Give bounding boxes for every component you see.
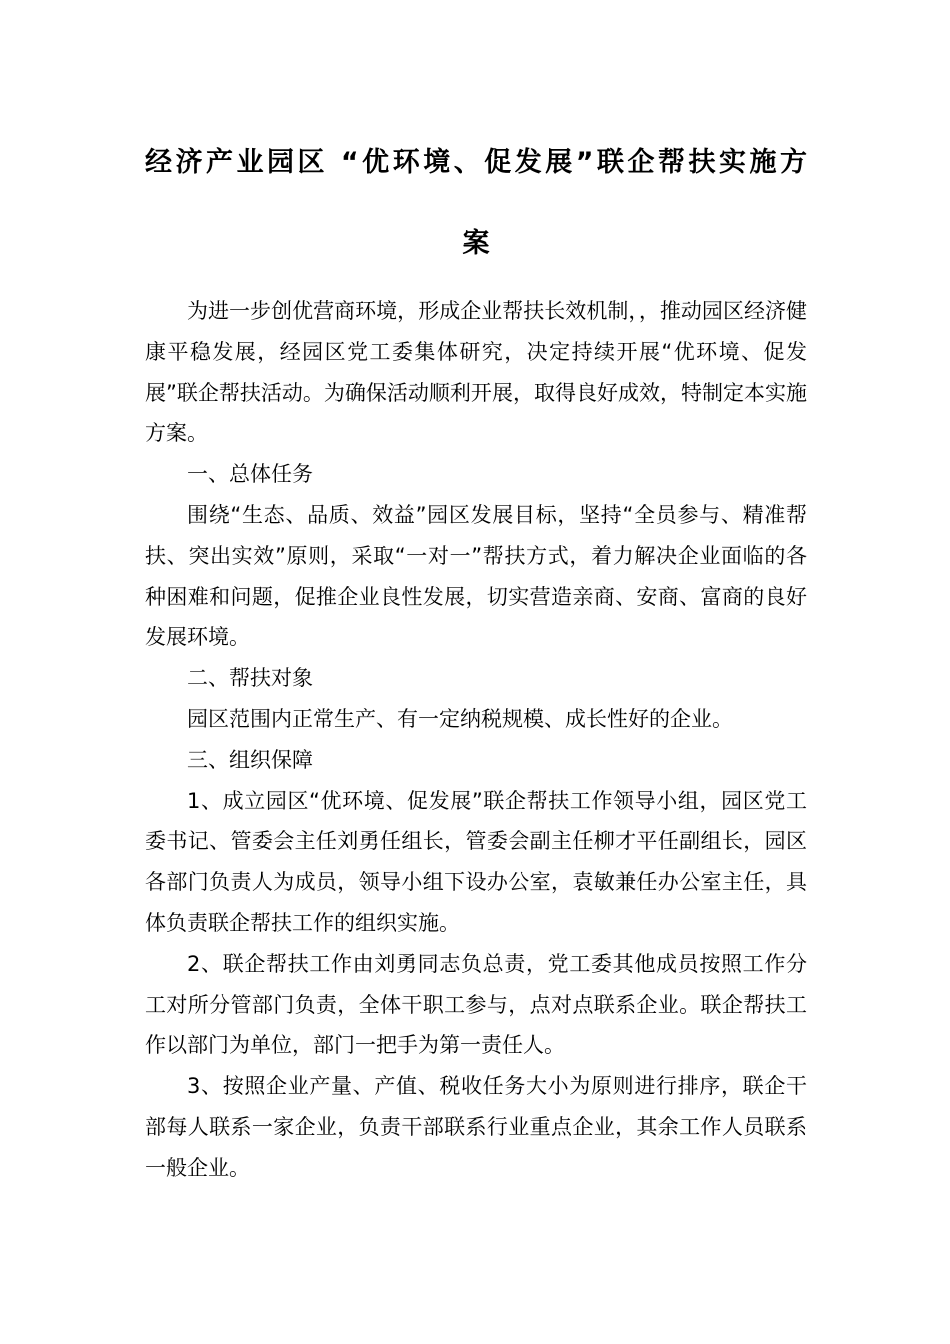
section-heading-assistance-targets: 二、帮扶对象 [187, 666, 313, 691]
document-body [145, 291, 807, 1189]
organization-item-1: 1、成立园区“优环境、促发展”联企帮扶工作领导小组，园区党工委书记、管委会主任刘勇任组长，管委会副主任柳才平任副组长，园区各部门负责人为成员，领导小组下设办公室，袁敏兼任办公室主任，具体负责联企帮扶工作的组织实施。 [145, 788, 807, 935]
document-title-line-1: 经济产业园区 “优环境、促发展”联企帮扶实施方 [145, 147, 807, 178]
section-heading-organization: 三、组织保障 [187, 747, 313, 772]
section-heading-overall-task: 一、总体任务 [187, 462, 313, 487]
overall-task-paragraph: 围绕“生态、品质、效益”园区发展目标，坚持“全员参与、精准帮扶、突出实效”原则，采取“一对一”帮扶方式，着力解决企业面临的各种困难和问题，促推企业良性发展，切实营造亲商、安商、富商的良好发展环境。 [145, 502, 807, 650]
document-title-line-2: 案 [462, 228, 490, 259]
organization-item-3: 3、按照企业产量、产值、税收任务大小为原则进行排序，联企干部每人联系一家企业，负责干部联系行业重点企业，其余工作人员联系一般企业。 [145, 1074, 807, 1180]
organization-item-2: 2、联企帮扶工作由刘勇同志负总责，党工委其他成员按照工作分工对所分管部门负责，全体干职工参与，点对点联系企业。联企帮扶工作以部门为单位，部门一把手为第一责任人。 [145, 951, 807, 1058]
intro-paragraph: 为进一步创优营商环境，形成企业帮扶长效机制，，推动园区经济健康平稳发展，经园区党工委集体研究，决定持续开展“优环境、促发展”联企帮扶活动。为确保活动顺利开展，取得良好成效，特制定本实施方案。 [145, 299, 807, 446]
assistance-targets-paragraph: 园区范围内正常生产、有一定纳税规模、成长性好的企业。 [187, 706, 733, 731]
